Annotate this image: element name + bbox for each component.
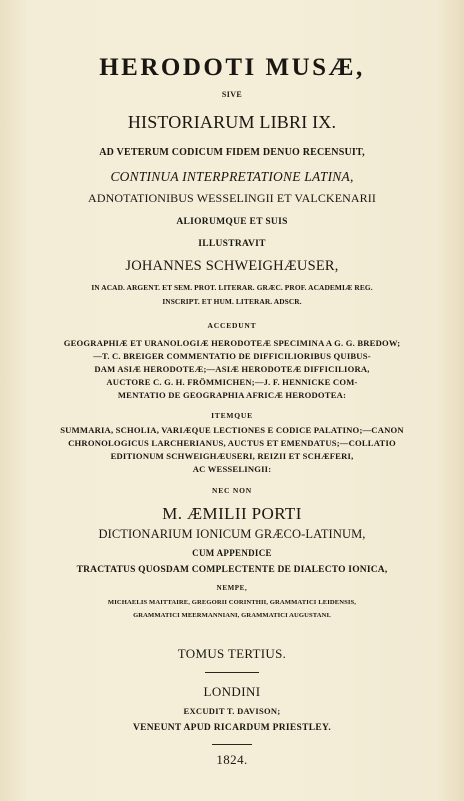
itemque-heading: ITEMQUE [211, 411, 253, 420]
itemque-line: SUMMARIA, SCHOLIA, VARIÆQUE LECTIONES E CODICE PALATINO;—CANON [60, 425, 404, 435]
sive-line: SIVE [221, 90, 243, 99]
accedunt-heading: ACCEDUNT [207, 321, 257, 330]
editor-name: JOHANNES SCHWEIGHÆUSER, [125, 258, 339, 274]
accedunt-line: MENTATIO DE GEOGRAPHIA AFRICÆ HERODOTEA: [117, 390, 347, 400]
place-line: LONDINI [203, 684, 261, 699]
accedunt-line: AUCTORE C. G. H. FRÖMMICHEN;—J. F. HENNICKE COM- [106, 377, 358, 387]
separator-rule [205, 672, 259, 673]
grammatici-line: GRAMMATICI MEERMANNIANI, GRAMMATICI AUGUSTANI. [133, 612, 331, 619]
printer-line: EXCUDIT T. DAVISON; [183, 706, 281, 716]
adnotationibus-line: ADNOTATIONIBUS WESSELINGII ET VALCKENARII [88, 191, 376, 205]
accedunt-line: —T. C. BREIGER COMMENTATIO DE DIFFICILIORIBUS QUIBUS- [93, 351, 371, 361]
itemque-line: AC WESSELINGII: [192, 464, 272, 474]
main-title: HERODOTI MUSÆ, [99, 54, 365, 81]
interpretatione-line: CONTINUA INTERPRETATIONE LATINA, [110, 169, 354, 184]
grammatici-line: MICHAELIS MAITTAIRE, GREGORII CORINTHII, GRAMMATICI LEIDENSIS, [107, 599, 357, 606]
tractatus-line: TRACTATUS QUOSDAM COMPLECTENTE DE DIALECTO IONICA, [76, 565, 388, 575]
recensuit-line: AD VETERUM CODICUM FIDEM DENUO RECENSUIT, [99, 147, 365, 158]
itemque-line: EDITIONUM SCHWEIGHÆUSERI, REIZII ET SCHÆFERI, [110, 451, 354, 461]
porti-name: M. ÆMILII PORTI [162, 504, 302, 523]
nec-non-heading: NEC NON [212, 486, 252, 495]
seller-line: VENEUNT APUD RICARDUM PRIESTLEY. [132, 723, 332, 733]
dictionarium-line: DICTIONARIUM IONICUM GRÆCO-LATINUM, [98, 527, 366, 541]
aliorumque-line: ALIORUMQUE ET SUIS [176, 217, 288, 227]
itemque-line: CHRONOLOGICUS LARCHERIANUS, AUCTUS ET EMENDATUS;—COLLATIO [68, 438, 396, 448]
accedunt-line: GEOGRAPHIÆ ET URANOLOGIÆ HERODOTEÆ SPECIMINA A G. G. BREDOW; [63, 338, 401, 348]
subtitle: HISTORIARUM LIBRI IX. [127, 112, 337, 132]
accedunt-line: DAM ASIÆ HERODOTEÆ;—ASIÆ HERODOTEÆ DIFFICILIORA, [94, 364, 370, 374]
illustravit-line: ILLUSTRAVIT [198, 239, 266, 249]
cum-appendice-line: CUM APPENDICE [192, 548, 272, 558]
editor-credentials-line: IN ACAD. ARGENT. ET SEM. PROT. LITERAR. GRÆC. PROF. ACADEMIÆ REG. [91, 283, 373, 292]
year-rule [212, 744, 252, 745]
nempe-heading: NEMPE, [216, 584, 248, 592]
tomus-line: TOMUS TERTIUS. [177, 646, 287, 661]
editor-credentials-line: INSCRIPT. ET HUM. LITERAR. ADSCR. [162, 297, 302, 306]
year-line: 1824. [216, 752, 248, 767]
